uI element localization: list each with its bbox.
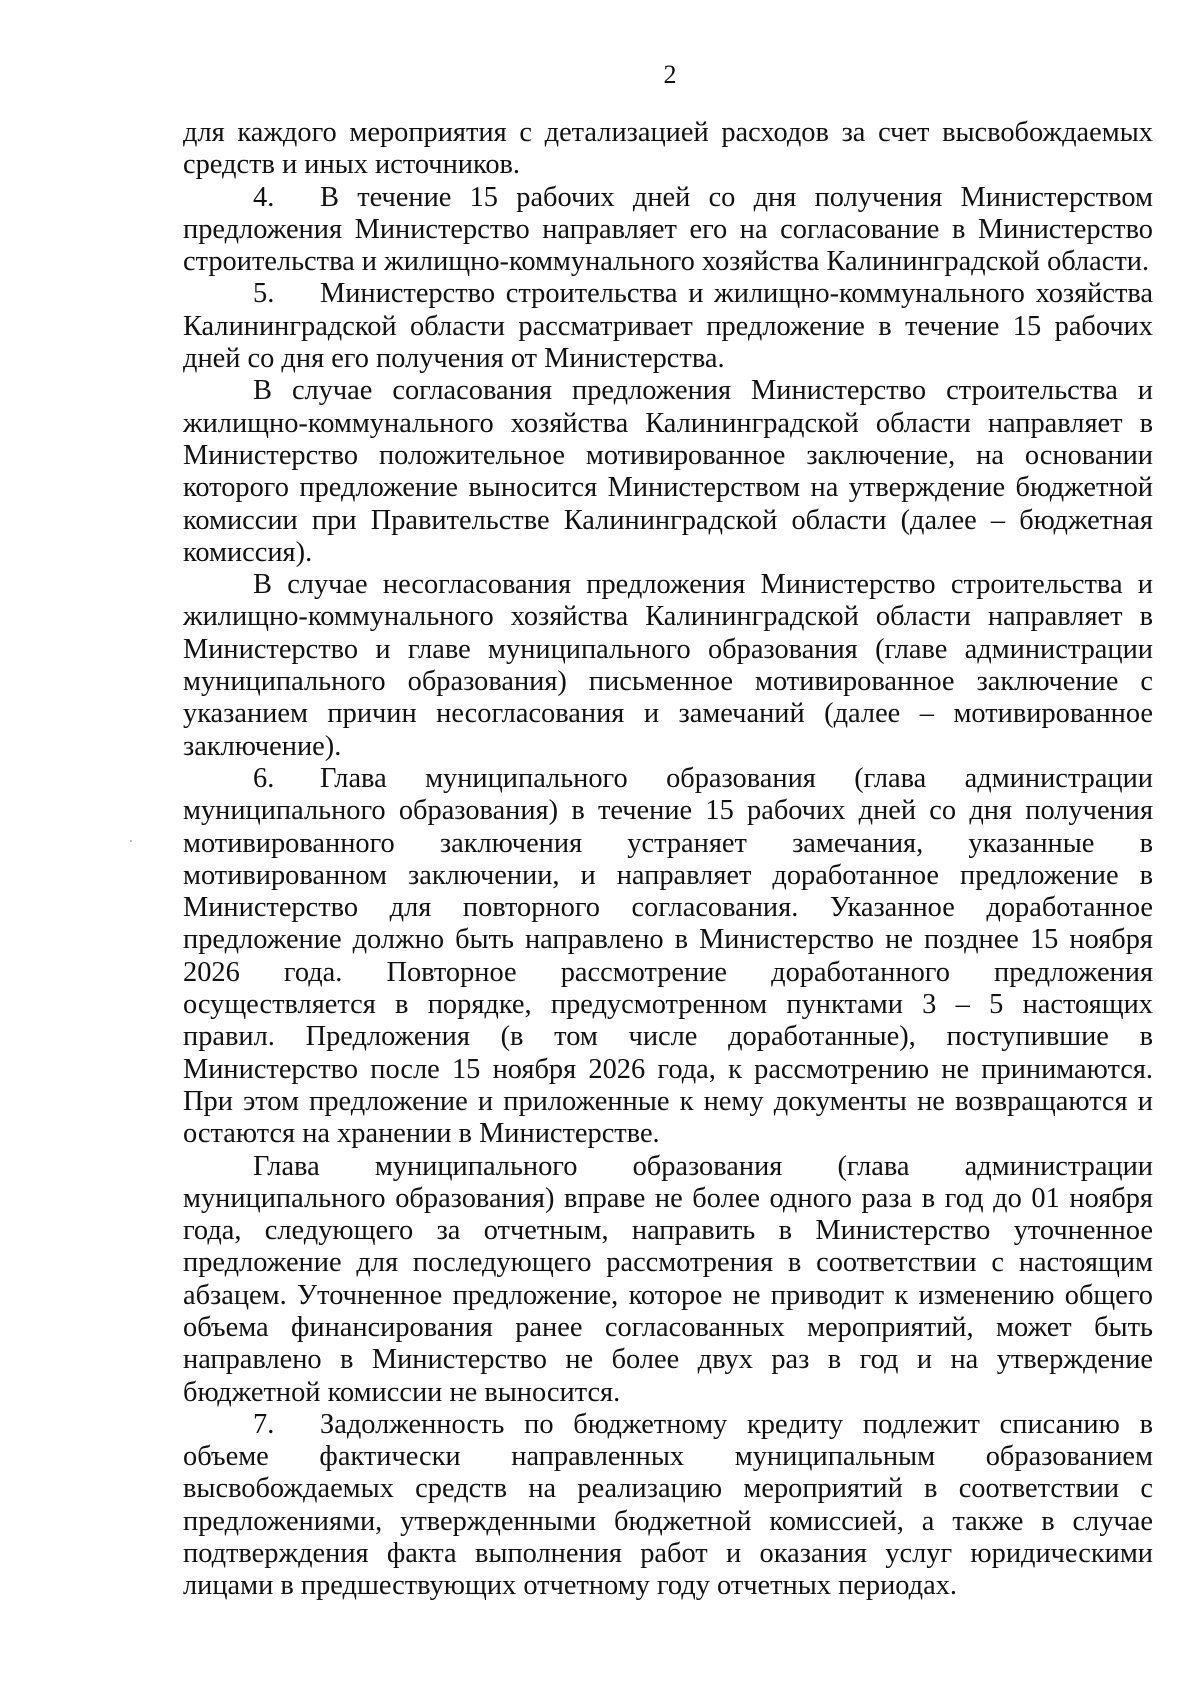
paragraph-refined-proposal: Глава муниципального образования (глава администрации муниципального образования) вправе не более одного раза в год до 01 ноября года, следующего за отчетным, направить в Министерство уточненное предложение для последующего рассмотрения в соответствии с настоящим абзацем. Уточненное предложение, которое не приводит к изменению общего объема финансирования ранее согласованных мероприятий, может быть направлено в Министерство не более двух раз в год и на утверждение бюджетной комиссии не выносится. [183,1150,1153,1408]
item-text: Задолженность по бюджетному кредиту подлежит списанию в объеме фактически направленных муниципальным образованием высвобождаемых средств на реализацию мероприятий в соответствии с предложениями, утвержденными бюджетной комиссией, а также в случае подтверждения факта выполнения работ и оказания услуг юридическими лицами в предшествующих отчетному году отчетных периодах. [183,1408,1153,1602]
paragraph-item-7 [183,1409,1153,1603]
document-body [183,117,1153,1603]
item-number: 6. [253,762,275,794]
item-text: Глава муниципального образования (глава администрации муниципального образования) в течение 15 рабочих дней со дня получения мотивированного заключения устраняет замечания, указанные в мотивированном заключении, и направляет доработанное предложение в Министерство для повторного согласования. Указанное доработанное предложение должно быть направлено в Министерство не позднее 15 ноября 2026 года. Повторное рассмотрение доработанного предложения осуществляется в порядке, предусмотренном пунктами 3 – 5 настоящих правил. Предложения (в том числе доработанные), поступившие в Министерство после 15 ноября 2026 года, к рассмотрению не принимаются. При этом предложение и приложенные к нему документы не возвращаются и остаются на хранении в Министерстве. [183,762,1153,1150]
paragraph-item-4 [183,182,1153,279]
item-number: 5. [253,278,275,310]
paragraph-item-5 [183,278,1153,375]
page-number: 2 [663,60,677,89]
scan-artifact [130,840,132,842]
paragraph-rejection-case: В случае несогласования предложения Министерство строительства и жилищно-коммунального хозяйства Калининградской области направляет в Министерство и главе муниципального образования (главе администрации муниципального образования) письменное мотивированное заключение с указанием причин несогласования и замечаний (далее – мотивированное заключение). [183,569,1153,762]
item-text: Министерство строительства и жилищно-коммунального хозяйства Калининградской области рассматривает предложение в течение 15 рабочих дней со дня его получения от Министерства. [183,278,1153,375]
item-number: 4. [253,181,275,213]
item-text: В течение 15 рабочих дней со дня получения Министерством предложения Министерство направляет его на согласование в Министерство строительства и жилищно-коммунального хозяйства Калининградской области. [183,181,1153,278]
paragraph-item-6 [183,763,1153,1151]
paragraph-continuation: для каждого мероприятия с детализацией расходов за счет высвобождаемых средств и иных источников. [183,117,1153,181]
paragraph-approval-case: В случае согласования предложения Министерство строительства и жилищно-коммунального хозяйства Калининградской области направляет в Министерство положительное мотивированное заключение, на основании которого предложение выносится Министерством на утверждение бюджетной комиссии при Правительстве Калининградской области (далее – бюджетная комиссия). [183,375,1153,568]
item-number: 7. [253,1408,275,1440]
